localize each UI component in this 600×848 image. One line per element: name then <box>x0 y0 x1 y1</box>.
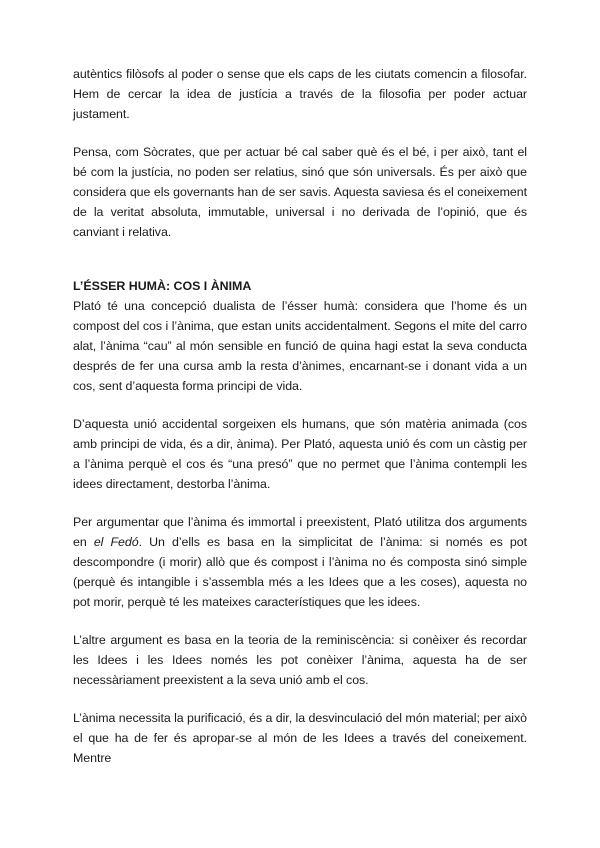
paragraph-immortality-arguments <box>73 512 527 612</box>
paragraph-purification: L’ànima necessita la purificació, és a dir, la desvinculació del món material; per això el que ha de fer és apropar-se al món de les Idees a través del coneixement. Mentre <box>73 711 527 765</box>
paragraph-reminiscence: L’altre argument es basa en la teoria de la reminiscència: si conèixer és recordar les Idees i les Idees només les pot conèixer l’ànima, aquesta ha de ser necessàriament preexistent a la seva unió amb el cos. <box>73 633 527 687</box>
fedo-title: el Fedó <box>93 535 139 549</box>
p3-text-before: Per argumentar que l’ànima és immortal i preexistent, Plató utilitza dos arguments en <box>73 515 527 549</box>
paragraph-dualism: Plató té una concepció dualista de l’ésser humà: considera que l’home és un compost del cos i l’ànima, que estan units accidentalment. Segons el mite del carro alat, l’ànima “cau” al món sensible en funció de quina hagi estat la seva conducta després de fer una cursa amb la resta d’ànimes, encarnant-se i donant vida a un cos, sent d’aquesta forma principi de vida. <box>73 299 527 393</box>
paragraph-philosopher-kings: autèntics filòsofs al poder o sense que els caps de les ciutats comencin a filosofar. Hem de cercar la idea de justícia a través de la filosofia per poder actuar justament. <box>73 67 527 121</box>
p3-text-after: . Un d’ells es basa en la simplicitat de l’ànima: si només es pot descompondre (i morir) allò que és compost i l’ànima no és composta sinó simple (perquè és intangible i s’assembla més a les Idees que a les coses), aquesta no pot morir, perquè té les mateixes característiques que les idees. <box>73 535 527 609</box>
paragraph-accidental-union: D’aquesta unió accidental sorgeixen els humans, que són matèria animada (cos amb principi de vida, és a dir, ànima). Per Plató, aquesta unió és com un càstig per a l’ànima perquè el cos és “una presó” que no permet que l’ànima contempli les idees directament, destorba l’ànima. <box>73 417 527 491</box>
section-heading: L’ÉSSER HUMÀ: COS I ÀNIMA <box>73 279 252 293</box>
paragraph-socrates-good: Pensa, com Sòcrates, que per actuar bé cal saber què és el bé, i per això, tant el bé com la justícia, no poden ser relatius, sinó que són universals. És per això que considera que els governants han de ser savis. Aquesta saviesa és el coneixement de la veritat absoluta, immutable, universal i no derivada de l’opinió, que és canviant i relativa. <box>73 145 527 239</box>
